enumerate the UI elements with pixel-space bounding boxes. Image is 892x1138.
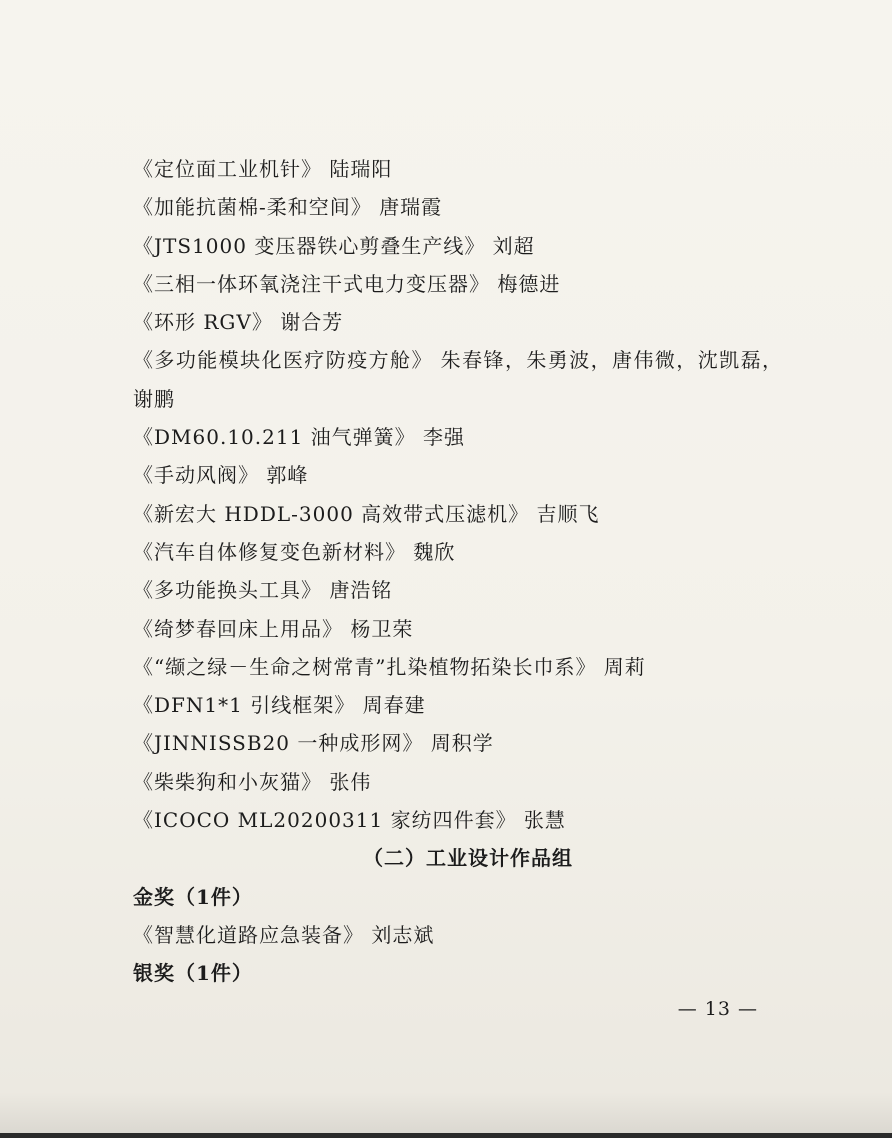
entry-line: 《JTS1000 变压器铁心剪叠生产线》 刘超 <box>133 233 535 258</box>
page-content <box>133 150 783 993</box>
entry-line: 《ICOCO ML20200311 家纺四件套》 张慧 <box>133 808 566 833</box>
gold-award-heading: 金奖（1件） <box>133 884 253 909</box>
scan-bottom-edge <box>0 1133 892 1138</box>
entry-line: 《定位面工业机针》 陆瑞阳 <box>133 157 393 181</box>
entry-line: 《柴柴狗和小灰猫》 张伟 <box>133 769 372 794</box>
entry-line: 《新宏大 HDDL-3000 高效带式压滤机》 吉顺飞 <box>133 501 600 526</box>
entry-line: 《手动风阀》 郭峰 <box>133 463 309 488</box>
silver-award-heading: 银奖（1件） <box>133 961 253 986</box>
entry-line: 《DFN1*1 引线框架》 周春建 <box>133 693 426 718</box>
entry-line: 《三相一体环氧浇注干式电力变压器》 梅德进 <box>133 271 561 296</box>
entry-line: 《DM60.10.211 油气弹簧》 李强 <box>133 425 466 450</box>
gold-entry-line: 《智慧化道路应急装备》 刘志斌 <box>133 922 435 947</box>
entry-line: 《绮梦春回床上用品》 杨卫荣 <box>133 616 414 641</box>
entry-line: 《多功能换头工具》 唐浩铭 <box>133 578 393 603</box>
page-number: — 13 — <box>677 998 758 1020</box>
entry-line: 《环形 RGV》 谢合芳 <box>133 310 344 335</box>
entry-line: 《加能抗菌棉-柔和空间》 唐瑞霞 <box>133 195 443 220</box>
entry-line: 《JINNISSB20 一种成形网》 周积学 <box>133 731 494 756</box>
entry-line: 《多功能模块化医疗防疫方舱》 朱春锋，朱勇波，唐伟微，沈凯磊，谢鹏 <box>133 348 783 411</box>
section-heading: （二）工业设计作品组 <box>363 846 573 871</box>
entry-line: 《“缬之绿－生命之树常青”扎染植物拓染长巾系》 周莉 <box>133 654 646 679</box>
entry-line: 《汽车自体修复变色新材料》 魏欣 <box>133 539 456 564</box>
